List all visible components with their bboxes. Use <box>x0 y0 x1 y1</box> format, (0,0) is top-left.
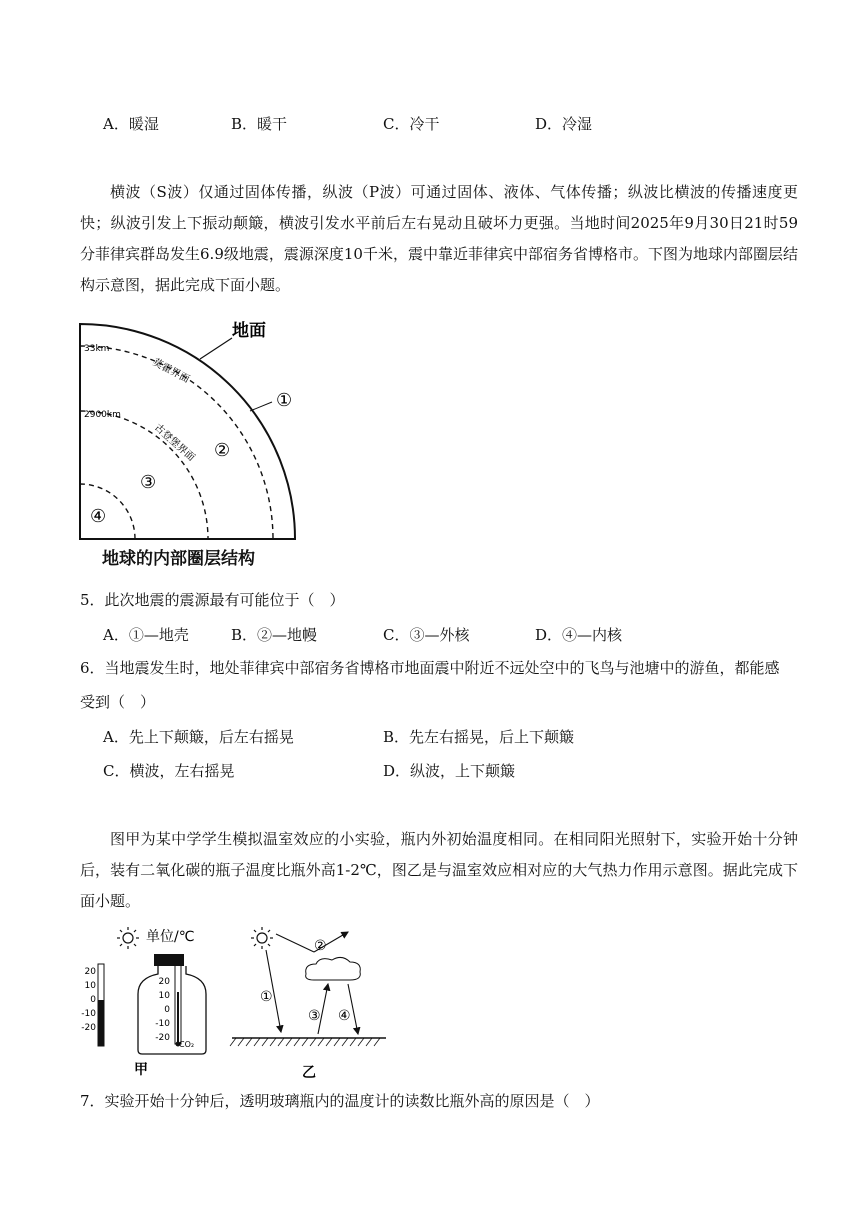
layer-3-label: ③ <box>140 472 157 493</box>
svg-text:0: 0 <box>164 1005 170 1015</box>
depth-33km: 33km <box>84 344 110 354</box>
svg-text:-10: -10 <box>155 1019 170 1029</box>
q6-option-d: D．纵波，上下颠簸 <box>383 762 516 780</box>
layer-1-label: ① <box>276 390 293 411</box>
svg-text:10: 10 <box>84 981 96 991</box>
surface-label: 地面 <box>232 321 266 341</box>
q5-stem: 5．此次地震的震源最有可能位于（ ） <box>80 591 345 609</box>
svg-text:③: ③ <box>308 1008 321 1024</box>
q5-option-b: B．②—地幔 <box>231 626 318 644</box>
cloud-icon <box>306 957 361 980</box>
passage-earthquake: 横波（S波）仅通过固体传播，纵波（P波）可通过固体、液体、气体传播；纵波比横波的传播速度更快；纵波引发上下振动颠簸，横波引发水平前后左右晃动且破坏力更强。当地时间2025年9月30日21时59分菲律宾群岛发生6.9级地震，震源深度10千米，震中靠近菲律宾中部宿务省博格市。下图为地球内部圈层结构示意图，据此完成下面小题。 <box>80 183 798 294</box>
svg-text:④: ④ <box>338 1008 351 1024</box>
outside-thermometer-fill <box>98 1000 104 1046</box>
svg-text:②: ② <box>314 938 327 954</box>
q6-stem-line2: 受到（ ） <box>80 693 156 711</box>
q4-option-a: A．暖湿 <box>103 115 159 133</box>
svg-text:-20: -20 <box>81 1023 96 1033</box>
q6-option-a: A．先上下颠簸，后左右摇晃 <box>103 728 294 746</box>
q5-option-c: C．③—外核 <box>383 626 470 644</box>
earth-surface-outline <box>80 324 295 539</box>
earth-interior-diagram <box>74 316 314 576</box>
q6-option-c: C．横波，左右摇晃 <box>103 762 235 780</box>
q5-option-a: A．①—地壳 <box>103 626 189 644</box>
q6-stem-line1: 6．当地震发生时，地处菲律宾中部宿务省博格市地面震中附近不远处空中的飞鸟与池塘中的游鱼，都能感 <box>80 659 780 677</box>
inner-core-boundary <box>80 484 135 539</box>
gutenberg-label: 古登堡界面 <box>151 422 197 464</box>
q5-option-d: D．④—内核 <box>535 626 623 644</box>
q7-stem: 7．实验开始十分钟后，透明玻璃瓶内的温度计的读数比瓶外高的原因是（ ） <box>80 1092 600 1110</box>
layer-2-label: ② <box>214 440 231 461</box>
layer-4-label: ④ <box>90 506 107 527</box>
svg-text:20: 20 <box>84 967 96 977</box>
sun-icon-yi <box>251 927 273 949</box>
moho-label: 莫霍界面 <box>150 356 192 386</box>
q4-option-d: D．冷湿 <box>535 115 593 133</box>
q4-option-c: C．冷干 <box>383 115 440 133</box>
label-jia: 甲 <box>134 1062 148 1078</box>
q4-option-b: B．暖干 <box>231 115 288 133</box>
svg-text:10: 10 <box>158 991 170 1001</box>
co2-bottle <box>138 954 206 1054</box>
sun-icon <box>117 927 139 949</box>
svg-text:①: ① <box>260 989 273 1005</box>
greenhouse-diagram <box>76 922 396 1082</box>
svg-text:0: 0 <box>90 995 96 1005</box>
depth-2900km: 2900km <box>84 410 121 420</box>
svg-text:20: 20 <box>158 977 170 987</box>
figure1-caption: 地球的内部圈层结构 <box>102 549 255 569</box>
unit-label: 单位/℃ <box>146 929 195 945</box>
co2-label: CO₂ <box>179 1040 195 1049</box>
q6-option-b: B．先左右摇晃，后上下颠簸 <box>383 728 575 746</box>
svg-text:-10: -10 <box>81 1009 96 1019</box>
passage-greenhouse: 图甲为某中学学生模拟温室效应的小实验，瓶内外初始温度相同。在相同阳光照射下，实验开始十分钟后，装有二氧化碳的瓶子温度比瓶外高1-2℃，图乙是与温室效应相对应的大气热力作用示意图。据此完成下面小题。 <box>80 830 798 910</box>
label-yi: 乙 <box>302 1065 316 1081</box>
svg-text:-20: -20 <box>155 1033 170 1043</box>
